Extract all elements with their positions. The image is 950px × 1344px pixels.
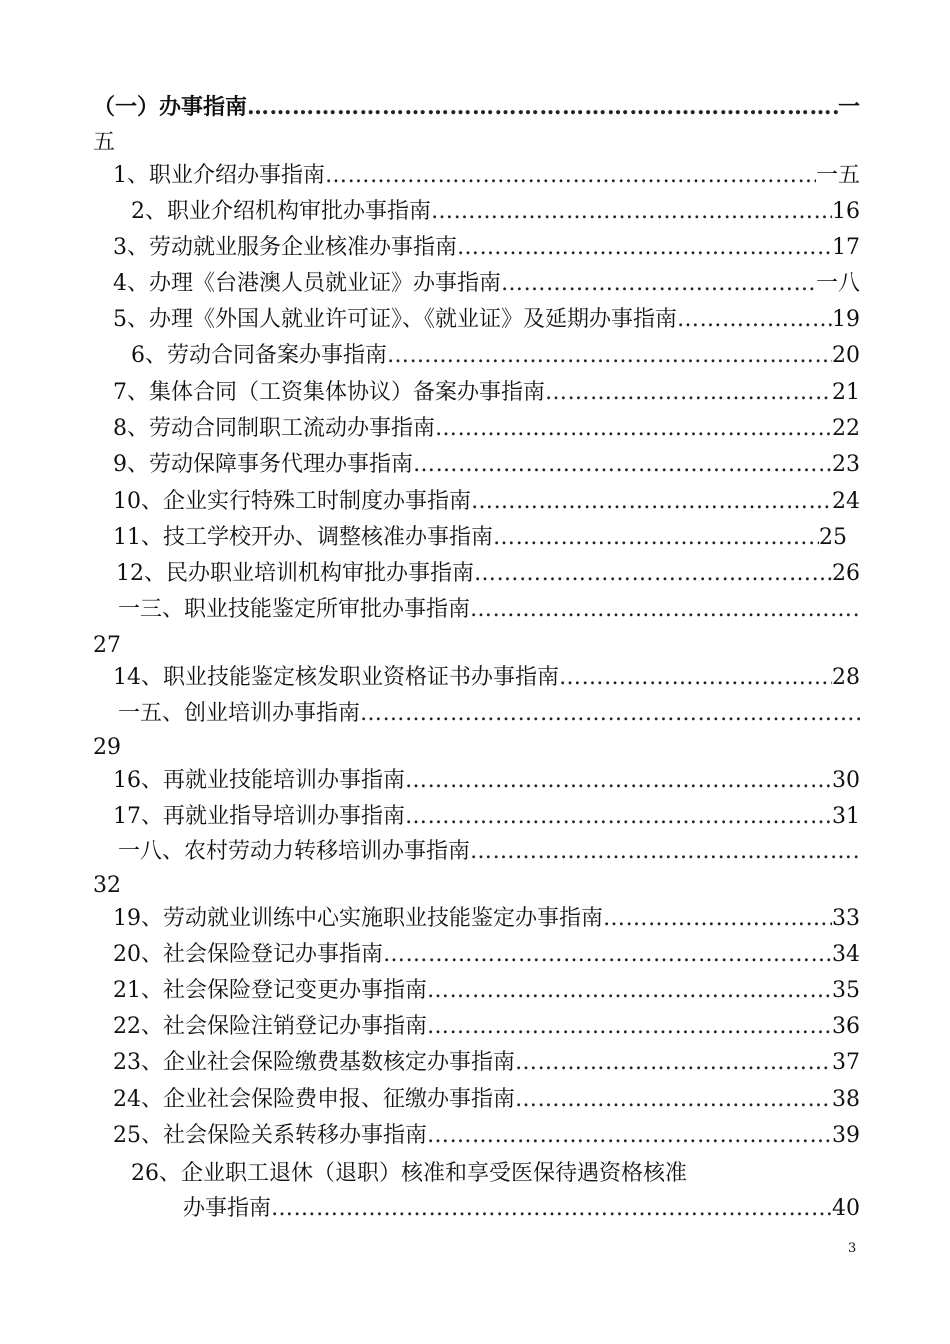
leader-dots — [515, 1083, 832, 1117]
toc-entry[interactable]: 16、再就业技能培训办事指南 …………………………………………………………………………………………………………………… 30 — [113, 764, 860, 798]
toc-entry[interactable]: 2、职业介绍机构审批办事指南 …………………………………………………………………………………………………………………… 16 — [131, 195, 860, 229]
toc-entry-page-wrap: 29 — [93, 735, 121, 760]
leader-dots — [247, 90, 838, 124]
toc-entry[interactable]: 一八、农村劳动力转移培训办事指南 …………………………………………………………………………………………………………………… — [118, 835, 860, 869]
leader-dots — [360, 697, 860, 731]
toc-entry[interactable]: 11、技工学校开办、调整核准办事指南 …………………………………………………………………………………………………………………… 25 — [113, 521, 847, 555]
toc-entry[interactable]: 20、社会保险登记办事指南 …………………………………………………………………………………………………………………… 34 — [113, 938, 860, 972]
toc-entry[interactable]: 一五、创业培训办事指南 …………………………………………………………………………………………………………………… — [118, 697, 860, 731]
toc-heading-page: 一 — [837, 94, 860, 120]
toc-entry[interactable]: 10、企业实行特殊工时制度办事指南 …………………………………………………………………………………………………………………… 24 — [113, 485, 860, 519]
toc-entry[interactable]: 8、劳动合同制职工流动办事指南 …………………………………………………………………………………………………………………… 22 — [113, 412, 860, 446]
toc-entry[interactable]: 17、再就业指导培训办事指南 …………………………………………………………………………………………………………………… 31 — [113, 800, 860, 834]
leader-dots — [325, 159, 816, 193]
toc-entry[interactable]: 19、劳动就业训练中心实施职业技能鉴定办事指南 …………………………………………………………………………………………………………………… 33 — [113, 902, 860, 936]
toc-heading-text: （一）办事指南 — [93, 94, 248, 120]
leader-dots — [383, 938, 832, 972]
leader-dots — [474, 557, 832, 591]
toc-entry[interactable]: 23、企业社会保险缴费基数核定办事指南 …………………………………………………………………………………………………………………… 37 — [113, 1046, 860, 1080]
toc-entry[interactable]: 1、职业介绍办事指南 …………………………………………………………………………………………………………………… 一五 — [113, 159, 860, 193]
leader-dots — [559, 661, 832, 695]
toc-entry[interactable]: 9、劳动保障事务代理办事指南 …………………………………………………………………………………………………………………… 23 — [113, 448, 860, 482]
toc-entry[interactable]: 6、劳动合同备案办事指南 …………………………………………………………………………………………………………………… 20 — [131, 339, 860, 373]
leader-dots — [387, 339, 832, 373]
leader-dots — [515, 1046, 832, 1080]
toc-heading — [93, 90, 860, 124]
toc-entry[interactable]: 14、职业技能鉴定核发职业资格证书办事指南 …………………………………………………………………………………………………………………… 28 — [113, 661, 860, 695]
leader-dots — [470, 593, 860, 627]
leader-dots — [677, 303, 832, 337]
leader-dots — [493, 521, 819, 555]
toc-entry[interactable]: 22、社会保险注销登记办事指南 …………………………………………………………………………………………………………………… 36 — [113, 1010, 860, 1044]
leader-dots — [271, 1192, 832, 1226]
leader-dots — [471, 485, 832, 519]
toc-entry[interactable]: 一三、职业技能鉴定所审批办事指南 …………………………………………………………………………………………………………………… — [118, 593, 860, 627]
page-number: 3 — [848, 1241, 857, 1256]
leader-dots — [405, 800, 832, 834]
toc-entry[interactable]: 12、民办职业培训机构审批办事指南 …………………………………………………………………………………………………………………… 26 — [116, 557, 860, 591]
leader-dots — [427, 1119, 832, 1153]
leader-dots — [603, 902, 832, 936]
toc-entry[interactable]: 3、劳动就业服务企业核准办事指南 …………………………………………………………………………………………………………………… 17 — [113, 231, 860, 265]
toc-entry[interactable]: 7、集体合同（工资集体协议）备案办事指南 …………………………………………………………………………………………………………………… 21 — [113, 376, 860, 410]
toc-entry[interactable]: 4、办理《台港澳人员就业证》办事指南 …………………………………………………………………………………………………………………… 一八 — [113, 267, 860, 301]
leader-dots — [427, 974, 832, 1008]
toc-entry-line1[interactable]: 26、企业职工退休（退职）核准和享受医保待遇资格核准 — [131, 1161, 687, 1186]
toc-entry[interactable]: 24、企业社会保险费申报、征缴办事指南 …………………………………………………………………………………………………………………… 38 — [113, 1083, 860, 1117]
leader-dots — [545, 376, 832, 410]
leader-dots — [457, 231, 832, 265]
toc-entry-line2[interactable]: 办事指南 …………………………………………………………………………………………………………………… 40 — [183, 1192, 860, 1226]
leader-dots — [427, 1010, 832, 1044]
toc-entry[interactable]: 21、社会保险登记变更办事指南 …………………………………………………………………………………………………………………… 35 — [113, 974, 860, 1008]
leader-dots — [470, 835, 860, 869]
leader-dots — [501, 267, 816, 301]
toc-entry-page-wrap: 32 — [93, 873, 121, 898]
leader-dots — [431, 195, 832, 229]
toc-entry-page-wrap: 27 — [93, 633, 121, 658]
leader-dots — [405, 764, 832, 798]
leader-dots — [413, 448, 832, 482]
leader-dots — [435, 412, 832, 446]
toc-entry[interactable]: 25、社会保险关系转移办事指南 …………………………………………………………………………………………………………………… 39 — [113, 1119, 860, 1153]
toc-entry[interactable]: 5、办理《外国人就业许可证》、《就业证》及延期办事指南 …………………………………………………………………………………………………………………… 19 — [113, 303, 860, 337]
toc-heading-page-wrap: 五 — [93, 130, 116, 155]
